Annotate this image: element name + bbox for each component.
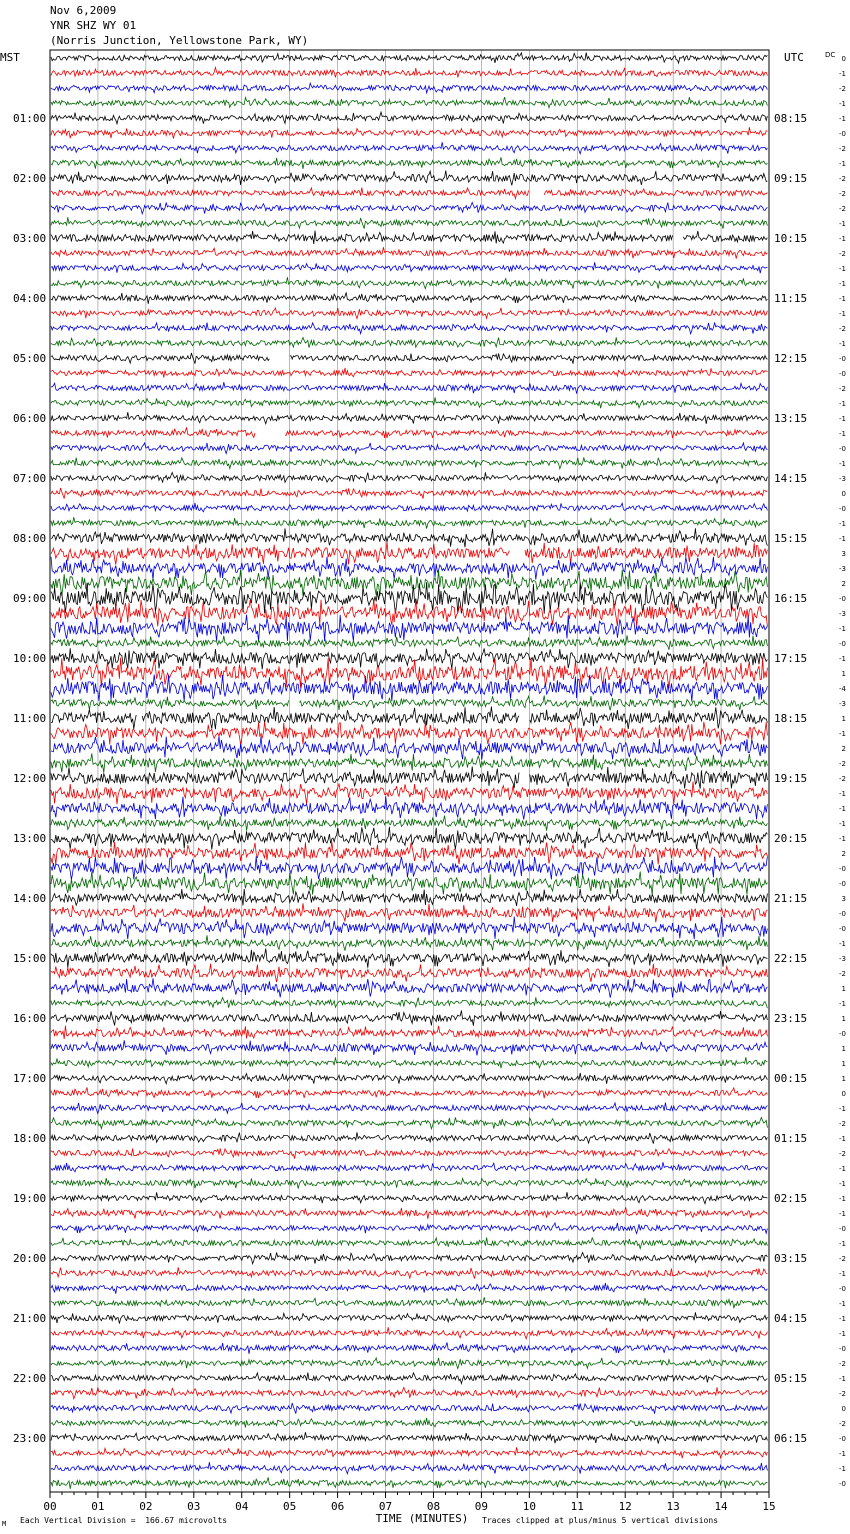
seismic-trace [51,231,767,244]
seismic-trace [51,323,767,334]
seismic-trace [51,978,767,997]
dc-offset-label: -1 [839,1315,846,1323]
dc-offset-label: -3 [839,955,846,963]
seismic-trace [51,488,767,499]
chart-date: Nov 6,2009 [50,4,117,17]
left-hour-label: 11:00 [13,712,47,725]
left-hour-label: 07:00 [13,472,47,485]
seismic-trace [51,1223,767,1234]
seismic-trace [51,127,767,138]
dc-offset-label: -1 [839,310,846,318]
seismic-trace [51,83,767,93]
dc-offset-label: 3 [841,550,846,558]
dc-offset-label: -1 [839,1270,846,1278]
seismic-trace [51,1087,767,1098]
dc-offset-label: -1 [839,1465,846,1473]
x-axis-label: TIME (MINUTES) [375,1512,469,1525]
seismic-trace [51,1387,767,1399]
seismic-trace [51,397,767,408]
x-tick-label: 11 [570,1500,584,1513]
right-hour-label: 18:15 [774,712,808,725]
dc-offset-label: -0 [839,445,846,453]
scale-note: Each Vertical Division = 166.67 microvolts [20,1516,228,1525]
dc-offset-label: -0 [839,880,846,888]
seismic-trace [51,53,767,64]
dc-offset-label: -1 [839,265,846,273]
right-timezone-label: UTC [784,51,804,64]
dc-offset-label: -0 [839,865,846,873]
dc-offset-label: -2 [839,250,846,258]
x-tick-label: 15 [762,1500,776,1513]
seismic-trace [51,935,767,950]
dc-offset-label: 1 [841,1015,846,1023]
dc-offset-label: -1 [839,535,846,543]
seismic-trace [51,675,767,702]
seismic-trace [51,1073,767,1084]
dc-offset-label: -1 [839,520,846,528]
dc-offset-label: -2 [839,145,846,153]
dc-offset-label: 2 [841,850,846,858]
right-hour-label: 04:15 [774,1312,808,1325]
dc-offset-label: -1 [839,940,846,948]
dc-offset-label: -1 [839,1450,846,1458]
dc-offset-label: -0 [839,1285,846,1293]
dc-offset-label: -1 [839,295,846,303]
dc-offset-label: -1 [839,1195,846,1203]
dc-offset-label: -1 [839,340,846,348]
left-hour-label: 21:00 [13,1312,47,1325]
right-hour-label: 15:15 [774,532,808,545]
right-hour-label: 20:15 [774,832,808,845]
seismic-trace [51,142,767,154]
seismic-trace [51,782,767,805]
dc-offset-label: -0 [839,910,846,918]
dc-offset-label: -3 [839,565,846,573]
seismic-trace [51,1057,767,1068]
seismic-trace [51,67,767,77]
seismic-trace [51,1418,767,1428]
dc-offset-label: -0 [839,1030,846,1038]
station-code: YNR SHZ WY 01 [50,19,137,32]
dc-offset-label: -1 [839,1300,846,1308]
seismic-trace [51,903,767,922]
dc-offset-label: -1 [839,625,846,633]
left-hour-label: 10:00 [13,652,47,665]
dc-offset-label: 3 [841,895,846,903]
seismic-trace [51,1283,767,1294]
dc-offset-label: -1 [839,115,846,123]
dc-offset-label: 1 [841,1075,846,1083]
seismic-trace [51,1026,767,1039]
dc-offset-label: 2 [841,580,846,588]
dc-offset-label: -0 [839,370,846,378]
right-hour-label: 22:15 [774,952,808,965]
right-hour-label: 03:15 [774,1252,808,1265]
seismic-trace [51,1432,767,1443]
dc-offset-label: -2 [839,760,846,768]
dc-offset-label: -3 [839,700,846,708]
seismic-trace [51,1373,767,1384]
seismic-trace [51,217,767,228]
dc-offset-label: -0 [839,925,846,933]
left-hour-label: 17:00 [13,1072,47,1085]
dc-offset-label: -1 [839,70,846,78]
seismic-trace [51,889,767,906]
seismic-trace [51,1207,767,1218]
seismic-trace [51,542,767,565]
seismic-trace [51,382,767,393]
seismic-trace [51,1149,767,1159]
dc-offset-label: -1 [839,100,846,108]
dc-offset-label: -1 [839,1135,846,1143]
seismic-trace [51,308,767,319]
seismic-trace [51,368,767,378]
seismic-trace [51,872,767,895]
seismic-trace [51,1327,767,1339]
left-hour-label: 01:00 [13,112,47,125]
seismic-trace [51,1238,767,1249]
dc-offset-label: 2 [841,745,846,753]
seismic-trace [51,997,767,1008]
left-hour-label: 04:00 [13,292,47,305]
dc-offset-label: -1 [839,400,846,408]
right-hour-label: 23:15 [774,1012,808,1025]
seismic-trace [51,203,767,214]
right-hour-label: 05:15 [774,1372,808,1385]
dc-offset-label: -2 [839,1120,846,1128]
x-tick-label: 00 [43,1500,57,1513]
seismic-trace [51,1103,767,1114]
left-hour-label: 05:00 [13,352,47,365]
dc-offset-label: -3 [839,610,846,618]
dc-offset-label: -2 [839,1255,846,1263]
seismic-trace [51,949,767,968]
dc-offset-label: -2 [839,325,846,333]
clip-note: Traces clipped at plus/minus 5 vertical divisions [482,1516,719,1525]
right-hour-label: 06:15 [774,1432,808,1445]
right-hour-label: 09:15 [774,172,808,185]
right-hour-label: 12:15 [774,352,808,365]
left-hour-label: 19:00 [13,1192,47,1205]
seismic-trace [51,557,767,580]
right-hour-label: 00:15 [774,1072,808,1085]
seismic-trace [51,188,767,199]
seismic-trace [51,696,767,711]
x-tick-label: 14 [714,1500,728,1513]
dc-offset-label: -0 [839,505,846,513]
dc-offset-label: -0 [839,355,846,363]
left-hour-label: 09:00 [13,592,47,605]
left-hour-label: 12:00 [13,772,47,785]
dc-offset-label: 1 [841,1045,846,1053]
dc-offset-label: -4 [839,685,846,693]
dc-offset-label: -3 [839,475,846,483]
right-hour-label: 21:15 [774,892,808,905]
corner-mark: M [2,1520,7,1528]
seismic-trace [51,1297,767,1308]
left-hour-label: 02:00 [13,172,47,185]
dc-offset-label: -2 [839,1390,846,1398]
seismic-trace [51,277,767,289]
seismic-trace [51,1253,767,1264]
seismic-trace [51,353,767,364]
right-hour-label: 17:15 [774,652,808,665]
seismic-trace [51,1010,767,1025]
dc-offset-label: -0 [839,1480,846,1488]
dc-offset-label: -1 [839,460,846,468]
seismic-trace [51,964,767,983]
dc-offset-label: -2 [839,1360,846,1368]
seismic-traces [51,53,767,1489]
dc-offset-label: -1 [839,655,846,663]
seismic-trace [51,1477,767,1488]
dc-offset-label: -2 [839,1150,846,1158]
seismic-trace [51,599,767,626]
seismic-trace [51,796,767,819]
seismic-trace [51,412,767,424]
seismic-trace [51,1192,767,1204]
right-hour-label: 11:15 [774,292,808,305]
x-tick-label: 07 [378,1500,393,1513]
left-hour-label: 06:00 [13,412,47,425]
seismic-trace [51,443,767,454]
dc-offset-label: -1 [839,730,846,738]
left-hour-label: 23:00 [13,1432,47,1445]
left-hour-label: 14:00 [13,892,47,905]
dc-offset-label: -0 [839,640,846,648]
left-hour-label: 15:00 [13,952,47,965]
seismic-trace [51,1462,767,1474]
dc-offset-label: 0 [841,1090,846,1098]
x-tick-label: 01 [91,1500,105,1513]
dc-offset-label: -1 [839,430,846,438]
seismic-trace [51,1267,767,1278]
x-tick-label: 06 [330,1500,345,1513]
seismic-trace [51,766,767,788]
seismic-trace [51,827,767,850]
seismic-trace [51,856,767,879]
seismic-trace [51,171,767,186]
dc-offset-label: -1 [839,1165,846,1173]
dc-offset-label: -2 [839,385,846,393]
x-tick-label: 04 [235,1500,249,1513]
dc-offset-label: -1 [839,790,846,798]
seismic-trace [51,247,767,258]
left-hour-label: 08:00 [13,532,47,545]
dc-offset-label: -2 [839,1420,846,1428]
seismic-trace [51,1132,767,1143]
right-hour-label: 01:15 [774,1132,808,1145]
dc-offset-label: 1 [841,670,846,678]
dc-offset-label: 1 [841,985,846,993]
dc-offset-label: -1 [839,280,846,288]
dc-offset-label: -1 [839,1330,846,1338]
dc-offset-label: -2 [839,175,846,183]
seismic-trace [51,97,767,108]
dc-offset-label: -1 [839,1240,846,1248]
dc-offset-label: -0 [839,1345,846,1353]
dc-offset-label: -0 [839,130,846,138]
seismic-trace [51,517,767,528]
dc-offset-label: -0 [839,1435,846,1443]
dc-offset-label: -1 [839,1105,846,1113]
dc-header-label: DC [825,51,836,59]
dc-offset-label: -2 [839,205,846,213]
right-hour-label: 13:15 [774,412,808,425]
seismic-trace [51,842,767,865]
x-tick-label: 12 [618,1500,632,1513]
seismic-trace [51,1312,767,1323]
seismic-trace [51,1447,767,1458]
right-hour-label: 16:15 [774,592,808,605]
seismic-trace [51,1342,767,1353]
dc-offset-label: 1 [841,715,846,723]
dc-offset-label: -2 [839,970,846,978]
dc-offset-label: -1 [839,415,846,423]
left-hour-label: 03:00 [13,232,47,245]
seismic-trace [51,1040,767,1055]
x-tick-label: 09 [474,1500,489,1513]
right-hour-label: 10:15 [774,232,808,245]
dc-offset-label: -1 [839,835,846,843]
seismic-trace [51,753,767,772]
left-hour-label: 18:00 [13,1132,47,1145]
dc-offset-label: -1 [839,235,846,243]
dc-offset-label: 0 [841,1405,846,1413]
seismic-trace [51,292,767,303]
right-hour-label: 02:15 [774,1192,808,1205]
seismic-trace [51,458,767,469]
dc-offset-label: -1 [839,160,846,168]
left-hour-label: 13:00 [13,832,47,845]
dc-offset-label: -1 [839,1210,846,1218]
seismic-trace [51,1178,767,1189]
x-tick-label: 08 [426,1500,441,1513]
seismic-trace [51,736,767,759]
dc-offset-label: -2 [839,190,846,198]
x-tick-label: 05 [283,1500,297,1513]
seismic-trace [51,1118,767,1129]
seismic-trace [51,816,767,831]
seismic-trace [51,427,767,438]
seismic-trace [51,635,767,650]
dc-offset-label: 0 [841,490,846,498]
right-hour-label: 19:15 [774,772,808,785]
dc-offset-label: -1 [839,1000,846,1008]
seismic-trace [51,262,767,273]
dc-offset-label: 0 [841,55,846,63]
left-timezone-label: MST [0,51,20,64]
seismic-trace [51,503,767,512]
left-hour-label: 22:00 [13,1372,47,1385]
dc-offset-label: -2 [839,775,846,783]
seismic-trace [51,917,767,940]
x-tick-label: 10 [522,1500,536,1513]
dc-offset-label: 1 [841,1060,846,1068]
left-hour-label: 20:00 [13,1252,47,1265]
x-tick-label: 02 [139,1500,153,1513]
seismic-trace [51,1162,767,1172]
dc-offset-label: -0 [839,1225,846,1233]
x-tick-label: 13 [666,1500,680,1513]
seismic-trace [51,1403,767,1414]
dc-offset-label: -2 [839,85,846,93]
dc-offset-label: -1 [839,1180,846,1188]
seismic-trace [51,157,767,168]
dc-offset-label: -1 [839,805,846,813]
seismic-trace [51,570,767,597]
dc-offset-label: -1 [839,820,846,828]
dc-offset-label: -1 [839,1375,846,1383]
seismic-trace [51,1358,767,1369]
seismic-trace [51,337,767,347]
seismic-trace [51,472,767,483]
x-tick-label: 03 [187,1500,201,1513]
seismic-trace [51,112,767,124]
seismic-trace [51,648,767,669]
left-hour-label: 16:00 [13,1012,47,1025]
right-hour-label: 14:15 [774,472,808,485]
dc-offset-label: -0 [839,595,846,603]
right-hour-label: 08:15 [774,112,808,125]
station-location: (Norris Junction, Yellowstone Park, WY) [50,34,309,47]
dc-offset-label: -1 [839,220,846,228]
seismic-trace [51,528,767,547]
